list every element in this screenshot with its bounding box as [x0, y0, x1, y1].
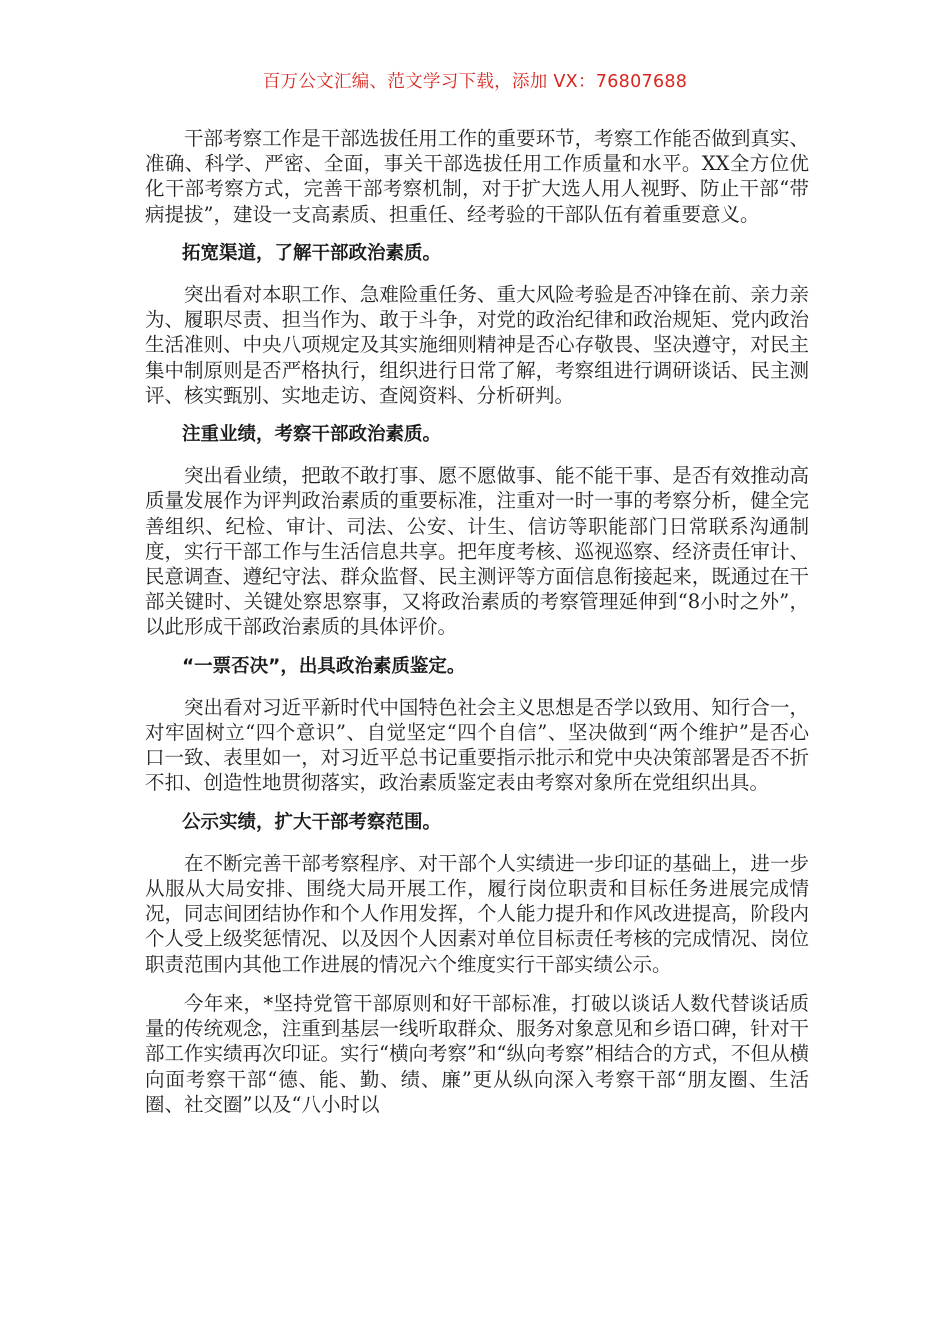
section-heading: 拓宽渠道，了解干部政治素质。 — [182, 242, 442, 264]
paragraph: 突出看对本职工作、急难险重任务、重大风险考验是否冲锋在前、亲力亲为、履职尽责、担当作为、敢于斗争，对党的政治纪律和政治规矩、党内政治生活准则、中央八项规定及其实施细则精神是否心存敬畏、坚决遵守，对民主集中制原则是否严格执行，组织进行日常了解，考察组进行调研谈话、民主测评、核实甄别、实地走访、查阅资料、分析研判。 — [145, 283, 809, 407]
header-banner: 百万公文汇编、范文学习下载，添加 VX：76807688 — [262, 72, 688, 92]
paragraph: 突出看业绩，把敢不敢打事、愿不愿做事、能不能干事、是否有效推动高质量发展作为评判政治素质的重要标准，注重对一时一事的考察分析，健全完善组织、纪检、审计、司法、公安、计生、信访等职能部门日常联系沟通制度，实行干部工作与生活信息共享。把年度考核、巡视巡察、经济责任审计、民意调查、遵纪守法、群众监督、民主测评等方面信息衔接起来，既通过在干部关键时、关键处察思察事，又将政治素质的考察管理延伸到“8小时之外”，以此形成干部政治素质的具体评价。 — [145, 464, 809, 639]
section-heading: 注重业绩，考察干部政治素质。 — [182, 424, 442, 446]
paragraph: 在不断完善干部考察程序、对干部个人实绩进一步印证的基础上，进一步从服从大局安排、围绕大局开展工作，履行岗位职责和目标任务进展完成情况，同志间团结协作和个人作用发挥，个人能力提升和作风改进提高，阶段内个人受上级奖惩情况、以及因个人因素对单位目标责任考核的完成情况、岗位职责范围内其他工作进展的情况六个维度实行干部实绩公示。 — [145, 851, 809, 976]
paragraph-intro: 干部考察工作是干部选拔任用工作的重要环节，考察工作能否做到真实、准确、科学、严密、全面，事关干部选拔任用工作质量和水平。XX全方位优化干部考察方式，完善干部考察机制，对于扩大选人用人视野、防止干部“带病提拔”，建设一支高素质、担重任、经考验的干部队伍有着重要意义。 — [145, 127, 809, 226]
section-heading: “一票否决”，出具政治素质鉴定。 — [182, 655, 466, 677]
document-body — [145, 126, 809, 1131]
section-heading: 公示实绩，扩大干部考察范围。 — [182, 811, 442, 833]
paragraph: 突出看对习近平新时代中国特色社会主义思想是否学以致用、知行合一，对牢固树立“四个意识”、自觉坚定“四个自信”、坚决做到“两个维护”是否心口一致、表里如一，对习近平总书记重要指示批示和党中央决策部署是否不折不扣、创造性地贯彻落实，政治素质鉴定表由考察对象所在党组织出具。 — [145, 695, 809, 795]
paragraph: 今年来，*坚持党管干部原则和好干部标准，打破以谈话人数代替谈话质量的传统观念，注重到基层一线听取群众、服务对象意见和乡语口碑，针对干部工作实绩再次印证。实行“横向考察”和“纵向考察”相结合的方式，不但从横向面考察干部“德、能、勤、绩、廉”更从纵向深入考察干部“朋友圈、生活圈、社交圈”以及“八小时以 — [145, 991, 809, 1116]
